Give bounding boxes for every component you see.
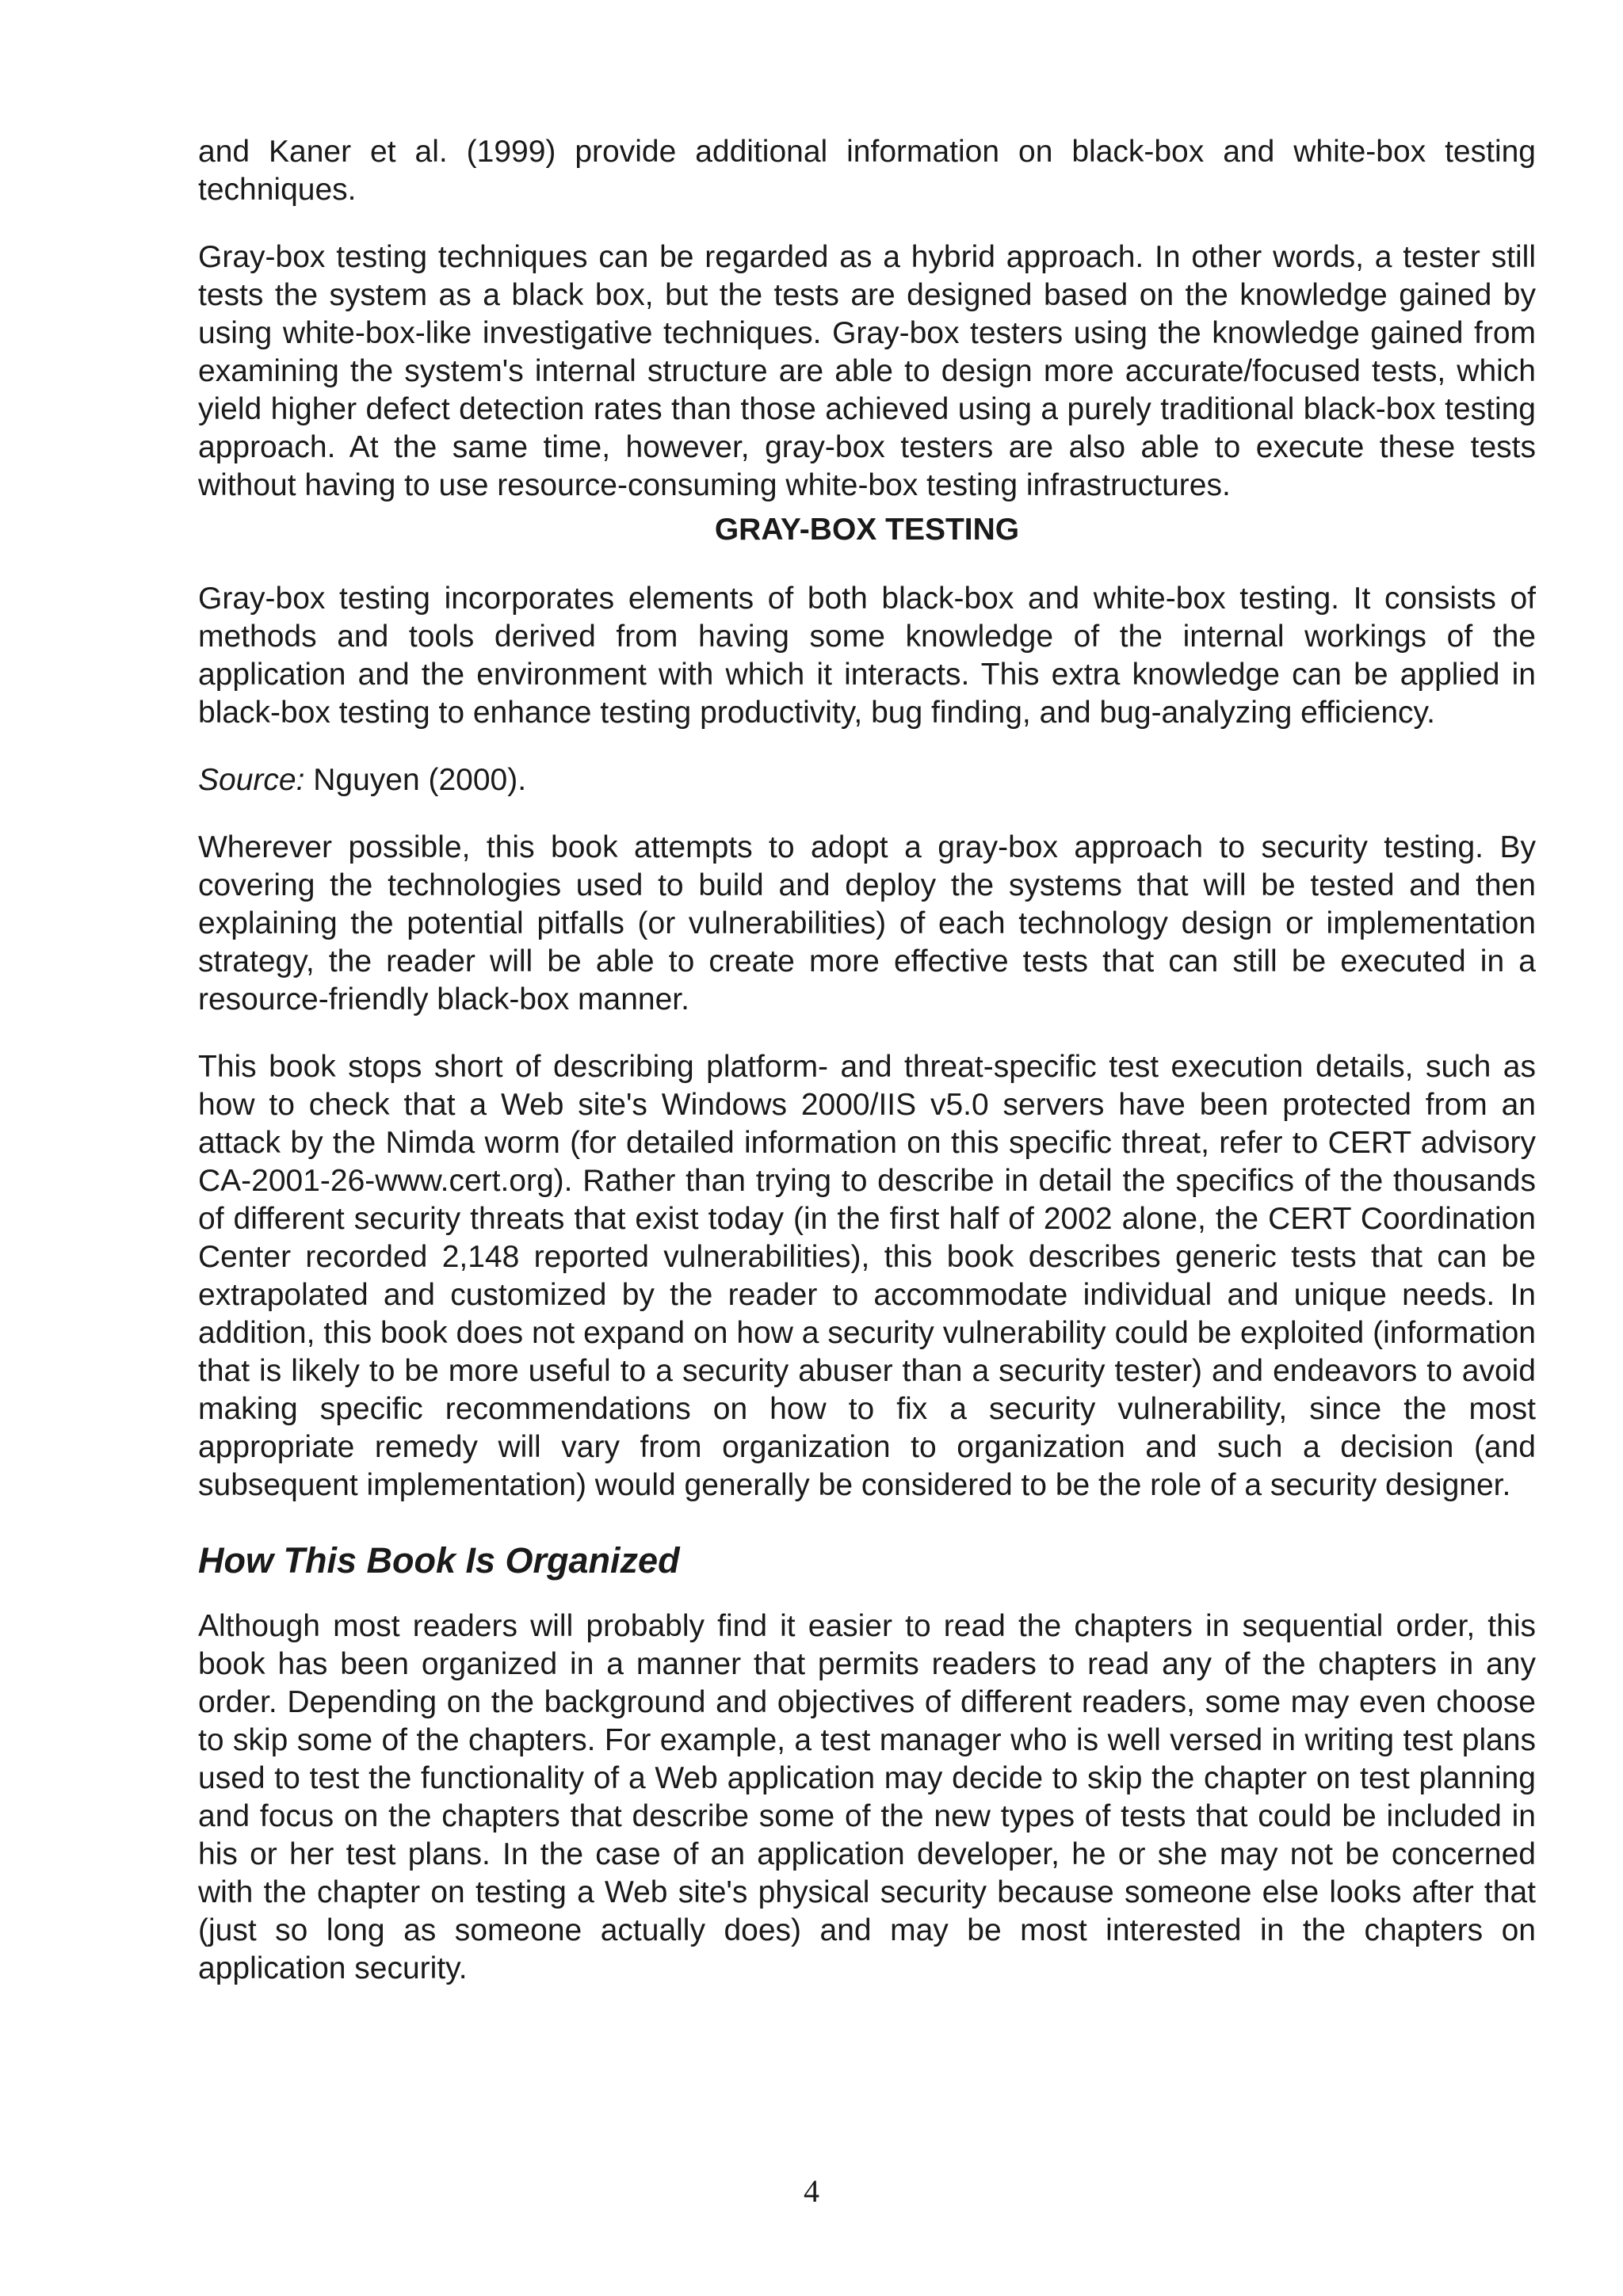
sidebar-title: GRAY-BOX TESTING bbox=[714, 513, 1020, 547]
graybox-hybrid-paragraph: Gray-box testing techniques can be regarded as a hybrid approach. In other words, a tester still tests the system as a black box, but the tests are designed based on the knowledge gained by using white-box-like investigative techniques. Gray-box testers using the knowledge gained from examining the system's internal structure are able to design more accurate/focused tests, which yield higher defect detection rates than those achieved using a purely traditional black-box testing approach. At the same time, however, gray-box testers are also able to execute these tests without having to use resource-consuming white-box testing infrastructures. bbox=[198, 240, 1536, 502]
intro-continuation-paragraph: and Kaner et al. (1999) provide additional information on black-box and white-box testing techniques. bbox=[198, 135, 1536, 207]
source-label: Source: bbox=[198, 763, 305, 797]
page-number: 4 bbox=[804, 2173, 819, 2209]
sidebar-source bbox=[198, 761, 1536, 799]
sidebar-body: Gray-box testing incorporates elements of both black-box and white-box testing. It consists of methods and tools derived from having some knowledge of the internal workings of the application and the environment with which it interacts. This extra knowledge can be applied in black-box testing to enhance testing productivity, bug finding, and bug-analyzing efficiency. bbox=[198, 582, 1536, 730]
source-text: Nguyen (2000). bbox=[304, 763, 527, 797]
wherever-possible-paragraph: Wherever possible, this book attempts to adopt a gray-box approach to security testing. By covering the technologies used to build and deploy the systems that will be tested and then explaining the potential pitfalls (or vulnerabilities) of each technology design or implementation strategy, the reader will be able to create more effective tests that can still be executed in a resource-friendly black-box manner. bbox=[198, 830, 1536, 1016]
graybox-sidebar bbox=[198, 511, 1536, 799]
section-paragraph: Although most readers will probably find it easier to read the chapters in sequential order, this book has been organized in a manner that permits readers to read any of the chapters in any order. Depending on the background and objectives of different readers, some may even choose to skip some of the chapters. For example, a test manager who is well versed in writing test plans used to test the functionality of a Web application may decide to skip the chapter on test planning and focus on the chapters that describe some of the new types of tests that could be included in his or her test plans. In the case of an application developer, he or she may not be concerned with the chapter on testing a Web site's physical security because someone else looks after that (just so long as someone actually does) and may be most interested in the chapters on application security. bbox=[198, 1609, 1536, 1985]
page-content bbox=[198, 133, 1536, 1988]
section-heading: How This Book Is Organized bbox=[198, 1540, 680, 1581]
stops-short-paragraph: This book stops short of describing platform- and threat-specific test execution details, such as how to check that a Web site's Windows 2000/IIS v5.0 servers have been protected from an attack by the Nimda worm (for detailed information on this specific threat, refer to CERT advisory CA-2001-26-www.cert.org). Rather than trying to describe in detail the specifics of the thousands of different security threats that exist today (in the first half of 2002 alone, the CERT Coordination Center recorded 2,148 reported vulnerabilities), this book describes generic tests that can be extrapolated and customized by the reader to accommodate individual and unique needs. In addition, this book does not expand on how a security vulnerability could be exploited (information that is likely to be more useful to a security abuser than a security tester) and endeavors to avoid making specific recommendations on how to fix a security vulnerability, since the most appropriate remedy will vary from organization to organization and such a decision (and subsequent implementation) would generally be considered to be the role of a security designer. bbox=[198, 1050, 1536, 1502]
